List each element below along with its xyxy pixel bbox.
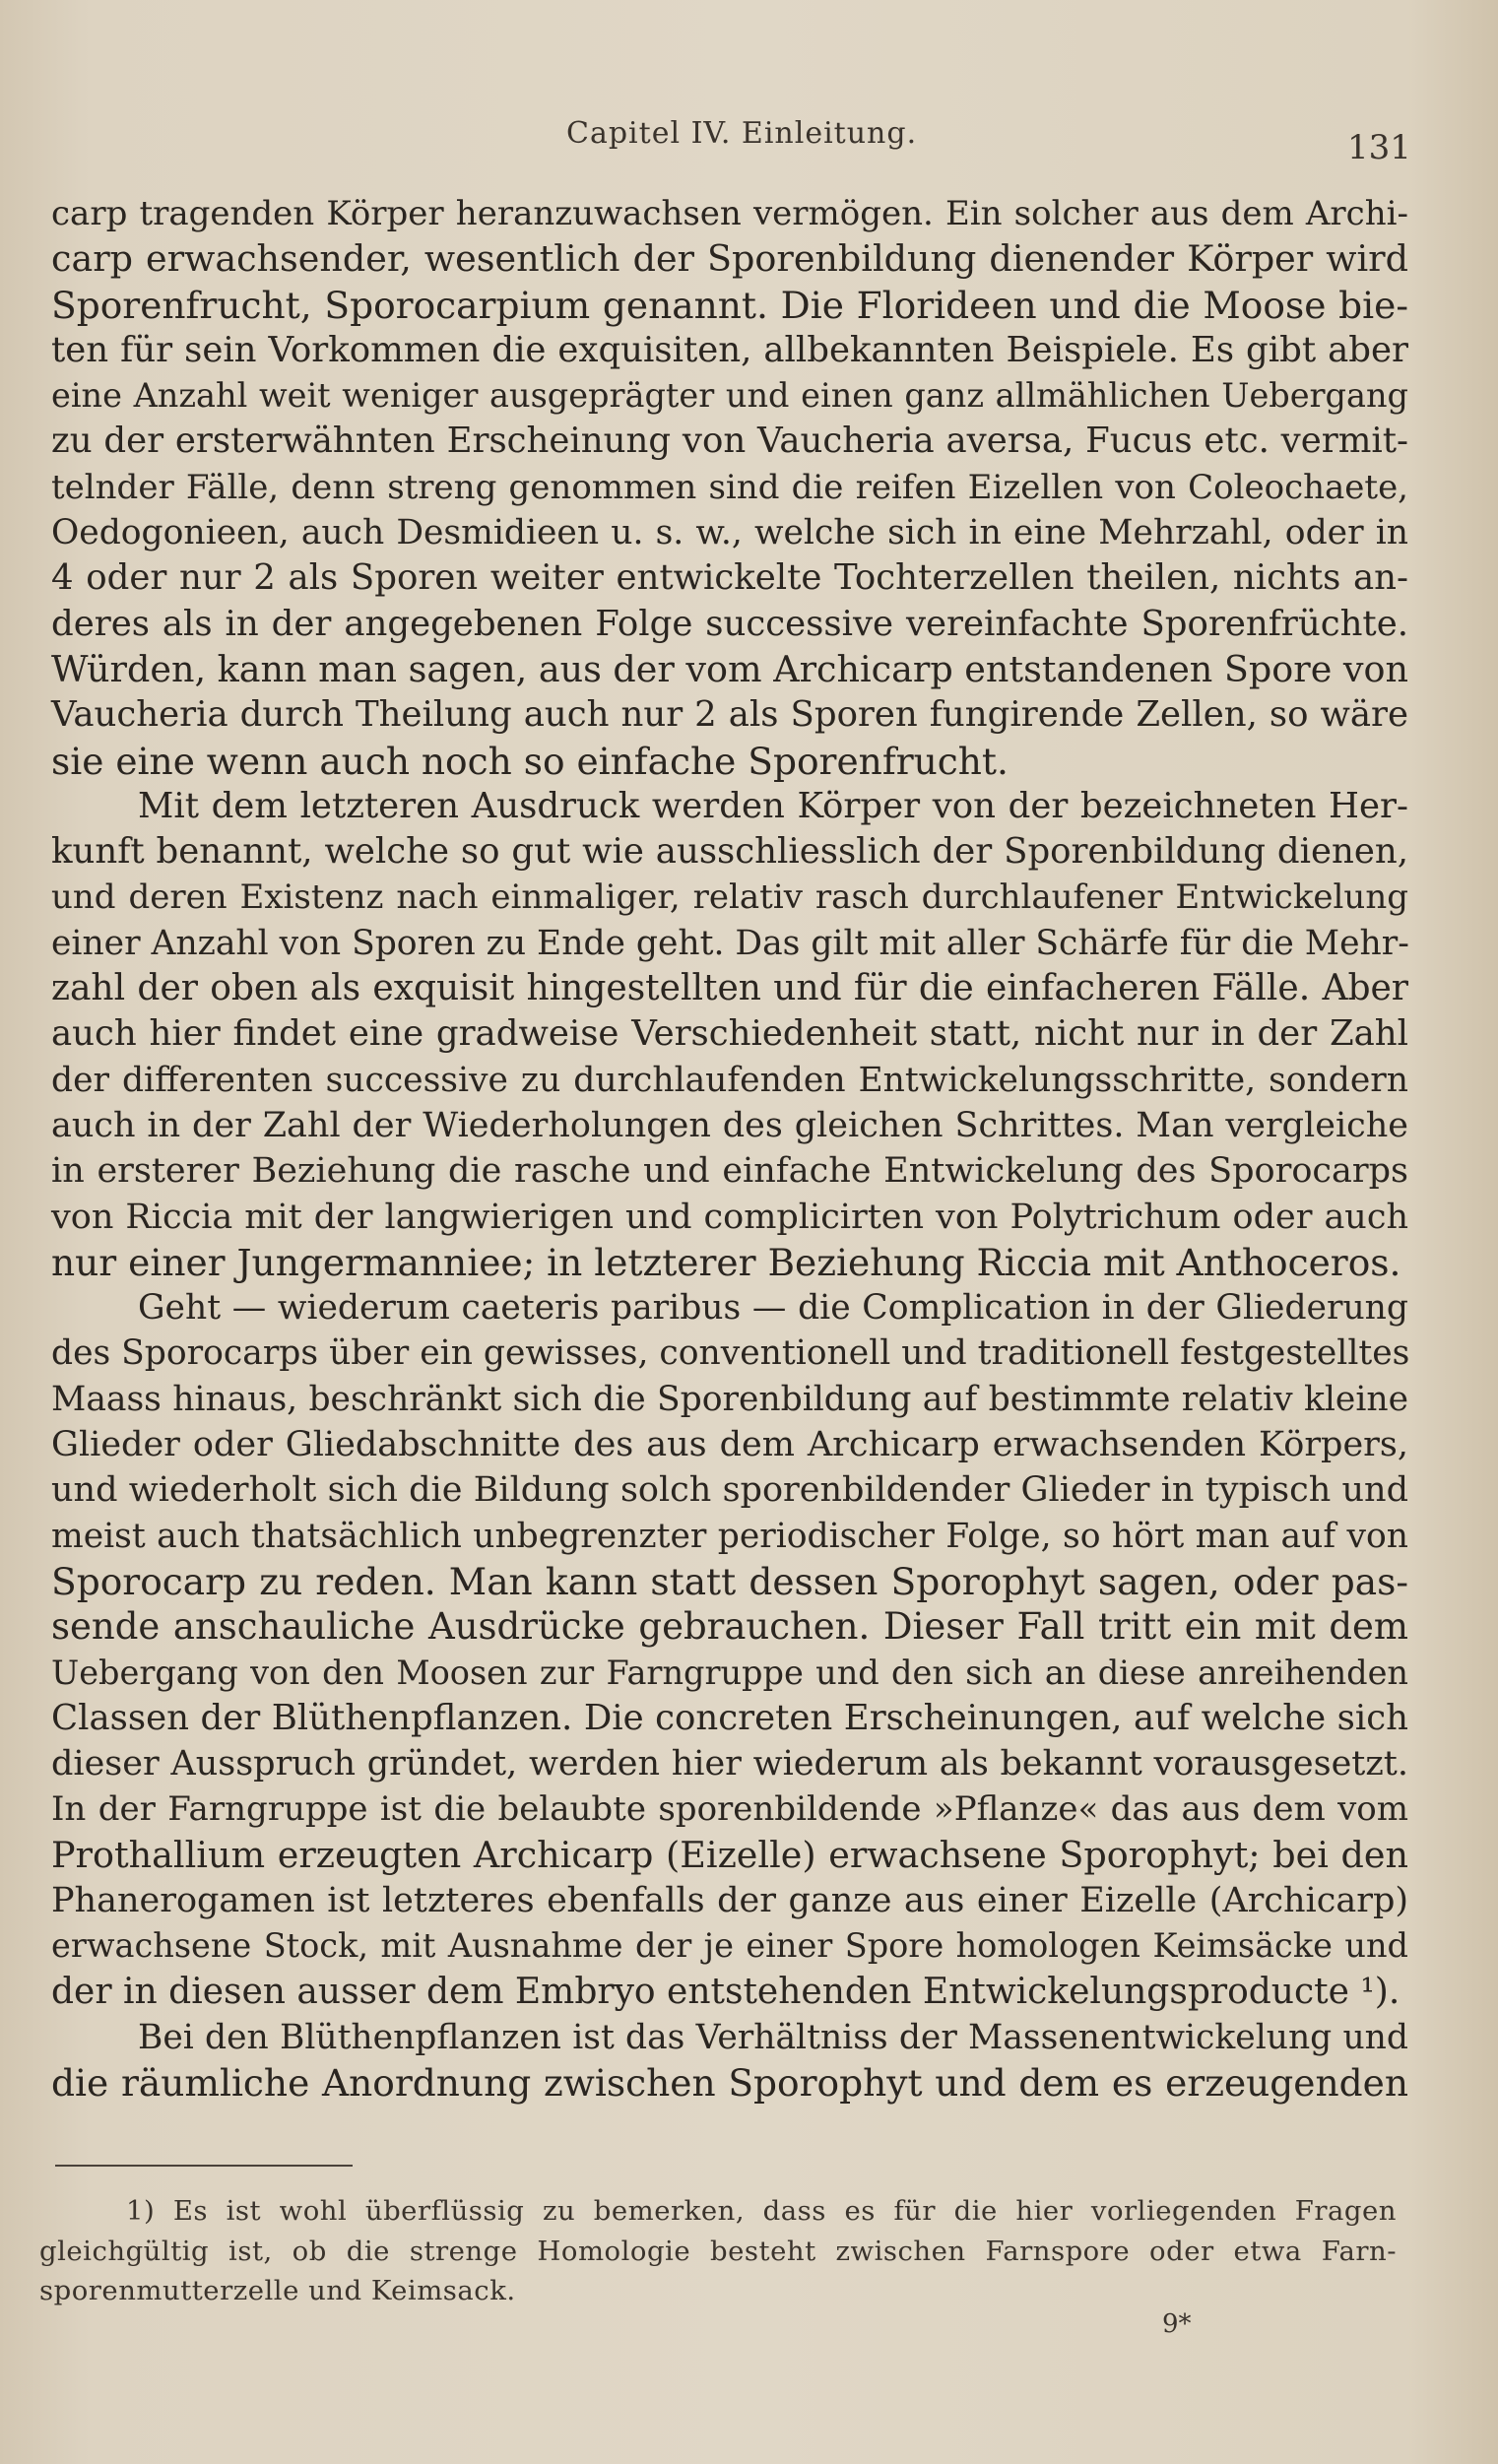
paragraph-first-line: Mit dem letzteren Ausdruck werden Körper von der bezeichneten Her- bbox=[138, 785, 1408, 826]
text-line: erwachsene Stock, mit Ausnahme der je einer Spore homologen Keimsäcke und bbox=[51, 1926, 1408, 1966]
text-line: Prothallium erzeugten Archicarp (Eizelle) erwachsene Sporophyt; bei den bbox=[51, 1833, 1408, 1876]
text-line: Oedogonieen, auch Desmidieen u. s. w., welche sich in eine Mehrzahl, oder in bbox=[51, 513, 1408, 553]
text-line: Phanerogamen ist letzteres ebenfalls der ganze aus einer Eizelle (Archicarp) bbox=[51, 1880, 1408, 1920]
text-line: in ersterer Beziehung die rasche und einfache Entwickelung des Sporocarps bbox=[51, 1151, 1408, 1192]
footnotes bbox=[39, 2191, 1397, 2311]
text-line: Würden, kann man sagen, aus der vom Archicarp entstandenen Spore von bbox=[51, 647, 1409, 690]
text-line: dieser Ausspruch gründet, werden hier wiederum als bekannt vorausgesetzt. bbox=[51, 1744, 1408, 1784]
paragraph-last-line: sie eine wenn auch noch so einfache Sporenfrucht. bbox=[51, 739, 1009, 783]
text-line: telnder Fälle, denn streng genommen sind die reifen Eizellen von Coleochaete, bbox=[51, 467, 1408, 507]
text-line: Sporenfrucht, Sporocarpium genannt. Die Florideen und die Moose bie- bbox=[51, 283, 1408, 327]
text-line: In der Farngruppe ist die belaubte sporenbildende »Pflanze« das aus dem vom bbox=[51, 1789, 1408, 1830]
paragraph-first-line: Bei den Blüthenpflanzen ist das Verhältniss der Massenentwickelung und bbox=[138, 2017, 1408, 2057]
footnote-divider bbox=[55, 2165, 353, 2167]
text-line: eine Anzahl weit weniger ausgeprägter und einen ganz allmählichen Uebergang bbox=[51, 376, 1408, 416]
text-line: von Riccia mit der langwierigen und complicirten von Polytrichum oder auch bbox=[51, 1197, 1408, 1237]
paragraph-first-line: Geht — wiederum caeteris paribus — die Complication in der Gliederung bbox=[138, 1288, 1408, 1329]
text-line: auch in der Zahl der Wiederholungen des gleichen Schrittes. Man vergleiche bbox=[51, 1105, 1408, 1145]
text-line: Maass hinaus, beschränkt sich die Sporenbildung auf bestimmte relativ kleine bbox=[51, 1379, 1408, 1419]
text-line: und deren Existenz nach einmaliger, relativ rasch durchlaufener Entwickelung bbox=[51, 877, 1408, 918]
text-line: Glieder oder Gliedabschnitte des aus dem Archicarp erwachsenden Körpers, bbox=[51, 1425, 1408, 1465]
page-header bbox=[0, 116, 1498, 175]
footnote-line: 1) Es ist wohl überflüssig zu bemerken, dass es für die hier vorliegenden Fragen bbox=[126, 2195, 1397, 2227]
text-line: ten für sein Vorkommen die exquisiten, allbekannten Beispiele. Es gibt aber bbox=[51, 329, 1408, 370]
text-line: kunft benannt, welche so gut wie ausschliesslich der Sporenbildung dienen, bbox=[51, 831, 1408, 873]
text-line: einer Anzahl von Sporen zu Ende geht. Das gilt mit aller Schärfe für die Mehr- bbox=[51, 923, 1409, 963]
text-line: Uebergang von den Moosen zur Farngruppe und den sich an diese anreihenden bbox=[51, 1653, 1408, 1692]
running-head: Capitel IV. Einleitung. bbox=[566, 116, 918, 151]
text-line: 4 oder nur 2 als Sporen weiter entwickelte Tochterzellen theilen, nichts an- bbox=[51, 557, 1408, 599]
footnote-line: gleichgültig ist, ob die strenge Homologie besteht zwischen Farnspore oder etwa Farn- bbox=[39, 2235, 1397, 2267]
text-line: carp erwachsender, wesentlich der Sporenbildung dienender Körper wird bbox=[51, 237, 1408, 281]
page-number: 131 bbox=[1347, 128, 1411, 167]
text-line: zahl der oben als exquisit hingestellten und für die einfacheren Fälle. Aber bbox=[51, 968, 1408, 1009]
signature-mark: 9* bbox=[1162, 2309, 1192, 2339]
footnote-line: sporenmutterzelle und Keimsack. bbox=[39, 2275, 516, 2306]
body-text bbox=[51, 191, 1408, 2106]
text-line: und wiederholt sich die Bildung solch sporenbildender Glieder in typisch und bbox=[51, 1470, 1408, 1511]
text-line: der differenten successive zu durchlaufenden Entwickelungsschritte, sondern bbox=[51, 1060, 1408, 1100]
text-line: deres als in der angegebenen Folge successive vereinfachte Sporenfrüchte. bbox=[51, 603, 1408, 644]
text-line: Sporocarp zu reden. Man kann statt dessen Sporophyt sagen, oder pas- bbox=[51, 1559, 1408, 1603]
text-line: die räumliche Anordnung zwischen Sporophyt und dem es erzeugenden bbox=[51, 2061, 1408, 2106]
text-line: auch hier findet eine gradweise Verschiedenheit statt, nicht nur in der Zahl bbox=[51, 1013, 1408, 1055]
text-line: meist auch thatsächlich unbegrenzter periodischer Folge, so hört man auf von bbox=[51, 1516, 1408, 1556]
text-line: Classen der Blüthenpflanzen. Die concreten Erscheinungen, auf welche sich bbox=[51, 1697, 1408, 1738]
paragraph-last-line: der in diesen ausser dem Embryo entstehenden Entwickelungsproducte ¹). bbox=[51, 1971, 1400, 2012]
text-line: zu der ersterwähnten Erscheinung von Vaucheria aversa, Fucus etc. vermit- bbox=[51, 421, 1408, 462]
text-line: sende anschauliche Ausdrücke gebrauchen. Dieser Fall tritt ein mit dem bbox=[51, 1605, 1408, 1649]
text-line: carp tragenden Körper heranzuwachsen vermögen. Ein solcher aus dem Archi- bbox=[51, 194, 1408, 233]
text-line: Vaucheria durch Theilung auch nur 2 als Sporen fungirende Zellen, so wäre bbox=[51, 694, 1408, 736]
text-line: des Sporocarps über ein gewisses, conventionell und traditionell festgestelltes bbox=[51, 1333, 1410, 1374]
paragraph-last-line: nur einer Jungermanniee; in letzterer Beziehung Riccia mit Anthoceros. bbox=[51, 1240, 1401, 1284]
